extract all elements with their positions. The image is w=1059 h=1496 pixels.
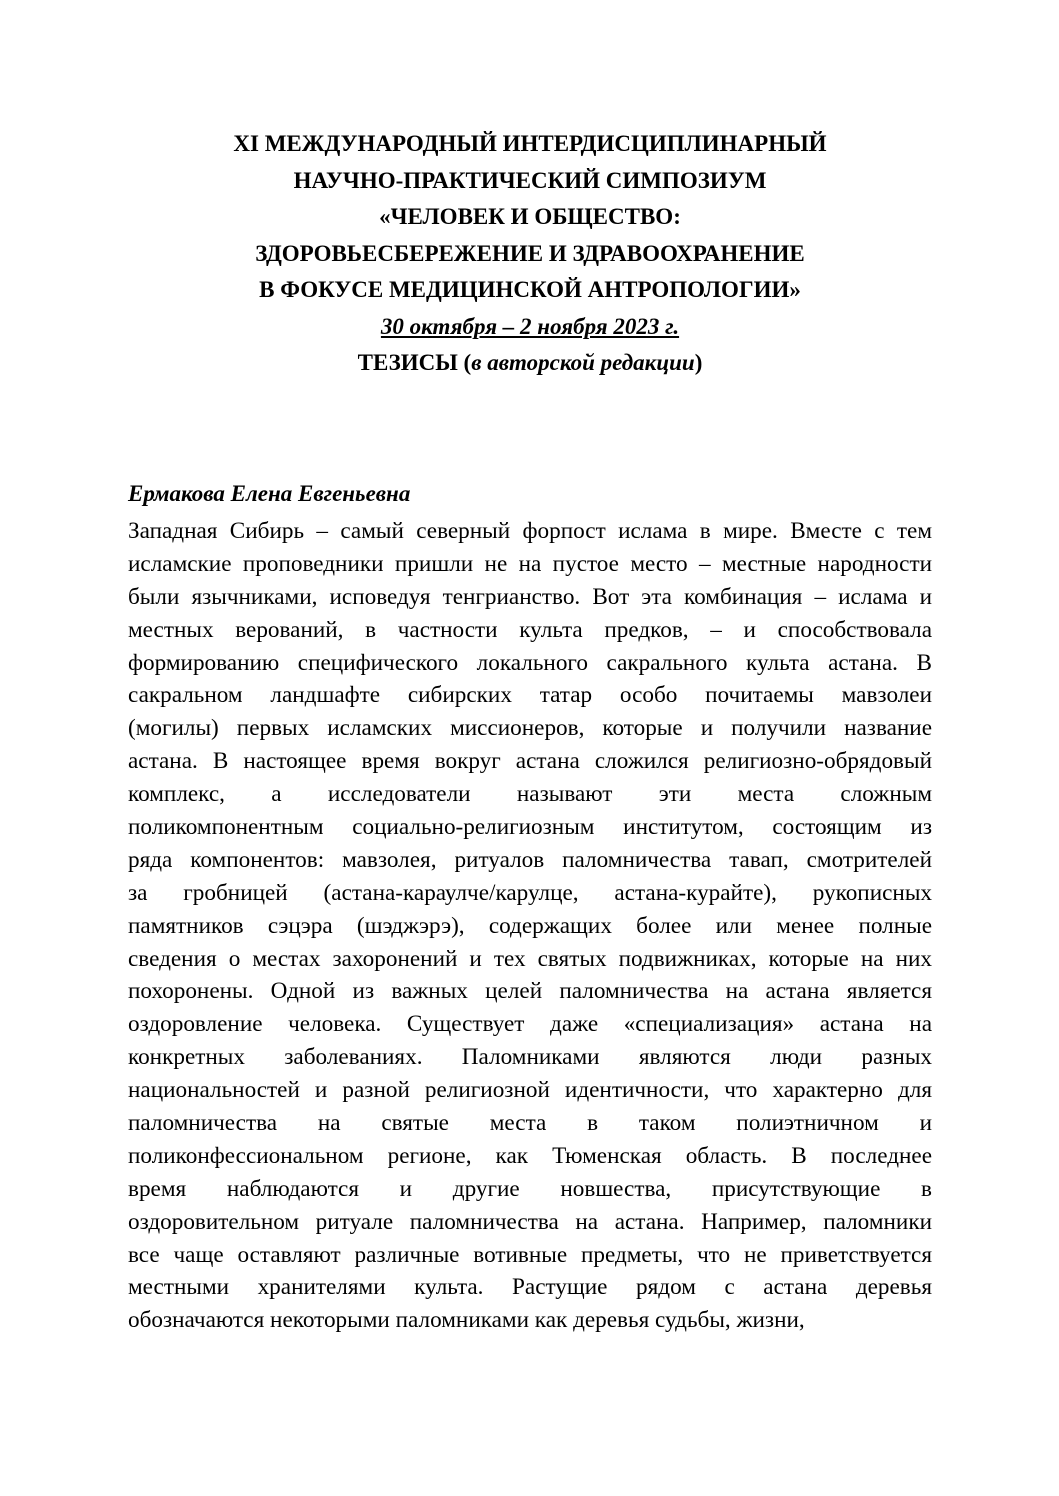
title-line: НАУЧНО-ПРАКТИЧЕСКИЙ СИМПОЗИУМ — [293, 167, 767, 193]
body-text-line: время наблюдаются и другие новшества, присутствующие в — [128, 1175, 932, 1202]
body-text-line: национальностей и разной религиозной идентичности, что характерно для — [128, 1077, 932, 1104]
body-text-line: формированию специфического локального сакрального культа астана. В — [128, 649, 932, 676]
body-text-line: астана. В настоящее время вокруг астана сложился религиозно-обрядовый — [128, 748, 932, 775]
theses-paren-close: ) — [694, 350, 703, 375]
body-text-line: оздоровительном ритуале паломничества на астана. Например, паломники — [128, 1208, 932, 1235]
body-text-line: паломничества на святые места в таком полиэтничном и — [128, 1110, 932, 1137]
body-text-line: (могилы) первых исламских миссионеров, которые и получили название — [128, 715, 932, 742]
body-text-line: местными хранителями культа. Растущие рядом с астана деревья — [128, 1274, 932, 1301]
body-text-line: конкретных заболеваниях. Паломниками являются люди разных — [128, 1044, 932, 1071]
theses-label: ТЕЗИСЫ — [357, 350, 458, 375]
body-text-line: исламские проповедники пришли не на пустое место – местные народности — [128, 550, 932, 577]
title-line: XI МЕЖДУНАРОДНЫЙ ИНТЕРДИСЦИПЛИНАРНЫЙ — [233, 131, 827, 156]
body-text-line: были язычниками, исповедуя тенгрианство. Вот эта комбинация – ислама и — [128, 583, 932, 610]
title-line: «ЧЕЛОВЕК И ОБЩЕСТВО: — [379, 204, 681, 229]
abstract-body — [128, 515, 932, 1337]
event-dates: 30 октября – 2 ноября 2023 г. — [380, 313, 680, 339]
body-text-line: комплекс, а исследователи называют эти места сложным — [128, 781, 932, 808]
theses-paren-open: ( — [457, 350, 472, 375]
body-text-line: памятников сэцэра (шэджэрэ), содержащих более или менее полные — [128, 912, 932, 939]
body-text-line: сакральном ландшафте сибирских татар особо почитаемы мавзолеи — [128, 682, 932, 709]
body-text-line: оздоровление человека. Существует даже «специализация» астана на — [128, 1011, 932, 1038]
body-text-line: поликомпонентным социально-религиозным институтом, состоящим из — [128, 814, 932, 841]
body-text-line: похоронены. Одной из важных целей паломничества на астана является — [128, 978, 932, 1005]
document-header — [128, 126, 932, 382]
body-text-line: поликонфессиональном регионе, как Тюменская область. В последнее — [128, 1142, 932, 1169]
body-text-line: все чаще оставляют различные вотивные предметы, что не приветствуется — [128, 1241, 932, 1268]
title-line: ЗДОРОВЬЕСБЕРЕЖЕНИЕ И ЗДРАВООХРАНЕНИЕ — [255, 240, 805, 266]
body-text-line: обозначаются некоторыми паломниками как деревья судьбы, жизни, — [128, 1307, 805, 1334]
body-text-line: за гробницей (астана-караулче/карулце, астана-курайте), рукописных — [128, 879, 932, 906]
body-text-line: Западная Сибирь – самый северный форпост ислама в мире. Вместе с тем — [128, 518, 932, 544]
body-text-line: ряда компонентов: мавзолея, ритуалов паломничества тавап, смотрителей — [128, 846, 932, 873]
body-text-line: местных верований, в частности культа предков, – и способствовала — [128, 616, 932, 643]
theses-heading — [128, 345, 932, 382]
body-text-line: сведения о местах захоронений и тех святых подвижниках, которые на них — [128, 945, 932, 972]
author-name: Ермакова Елена Евгеньевна — [128, 481, 411, 506]
title-line: В ФОКУСЕ МЕДИЦИНСКОЙ АНТРОПОЛОГИИ» — [259, 277, 801, 302]
theses-edition-note: в авторской редакции — [471, 350, 695, 375]
